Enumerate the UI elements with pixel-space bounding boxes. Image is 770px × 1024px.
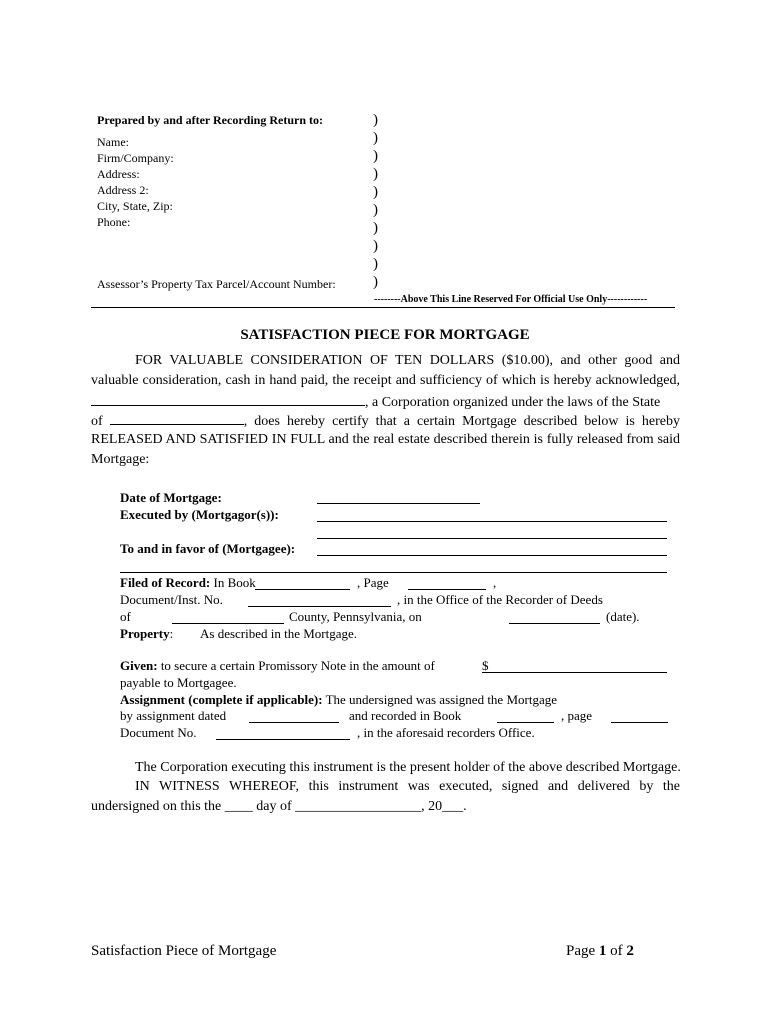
mortgagee-divider bbox=[120, 572, 667, 573]
intro-line-4: of , does hereby certify that a certain Mortgage described below is hereby bbox=[91, 414, 680, 429]
bracket-paren: ) bbox=[373, 238, 378, 254]
bracket-paren: ) bbox=[373, 112, 378, 128]
assignment-page-label: , page bbox=[561, 708, 593, 723]
intro-line-3: , a Corporation organized under the laws of the State bbox=[91, 393, 660, 411]
note-amount-field[interactable] bbox=[482, 672, 667, 673]
mortgagor-field[interactable] bbox=[317, 521, 667, 522]
state-blank[interactable] bbox=[110, 412, 244, 425]
mortgagee-label: To and in favor of (Mortgagee): bbox=[120, 541, 296, 556]
book-field[interactable] bbox=[255, 589, 350, 590]
assignment-page-field[interactable] bbox=[611, 722, 668, 723]
document-title: SATISFACTION PIECE FOR MORTGAGE bbox=[240, 327, 530, 343]
bracket-paren: ) bbox=[373, 256, 378, 272]
recorder-text: , in the Office of the Recorder of Deeds bbox=[397, 592, 603, 607]
dollar-sign: $ bbox=[482, 658, 489, 673]
county-text: County, Pennsylvania, on bbox=[289, 609, 422, 624]
county-field[interactable] bbox=[172, 623, 284, 624]
footer-page-number: Page 1 of 2 bbox=[566, 943, 634, 959]
assignment-row: Assignment (complete if applicable): The undersigned was assigned the Mortgage bbox=[120, 692, 557, 707]
return-to-field-label: Address: bbox=[97, 167, 140, 181]
return-to-field-label: City, State, Zip: bbox=[97, 199, 173, 213]
property-row: Property: bbox=[120, 626, 174, 641]
return-to-field-label: Firm/Company: bbox=[97, 151, 174, 165]
assignment-dated-label: by assignment dated bbox=[120, 708, 227, 723]
assignment-doc-field[interactable] bbox=[216, 739, 350, 740]
page-comma: , bbox=[493, 575, 497, 590]
mortgagor-label: Executed by (Mortgagor(s)): bbox=[120, 507, 279, 522]
document-inst-field[interactable] bbox=[248, 606, 391, 607]
intro-line-1: FOR VALUABLE CONSIDERATION OF TEN DOLLARS ($10.00), and other good and bbox=[135, 353, 680, 368]
corporation-name-blank[interactable] bbox=[91, 393, 365, 406]
assignment-office-text: , in the aforesaid recorders Office. bbox=[357, 725, 535, 740]
assignment-book-label: and recorded in Book bbox=[349, 708, 462, 723]
bracket-paren: ) bbox=[373, 148, 378, 164]
official-use-line: --------Above This Line Reserved For Official Use Only------------ bbox=[374, 294, 648, 305]
intro-line-6: Mortgage: bbox=[91, 452, 150, 467]
assignment-doc-label: Document No. bbox=[120, 725, 197, 740]
page-label: , Page bbox=[357, 575, 389, 590]
filed-of-record-row: Filed of Record: In Book bbox=[120, 575, 256, 590]
intro-line-2: valuable consideration, cash in hand paid, the receipt and sufficiency of which is hereby acknowledged, bbox=[91, 373, 680, 388]
document-inst-label: Document/Inst. No. bbox=[120, 592, 223, 607]
bracket-paren: ) bbox=[373, 202, 378, 218]
signed-date-line: undersigned on this the ____ day of __________________, 20___. bbox=[91, 799, 467, 814]
given-row: Given: to secure a certain Promissory Note in the amount of bbox=[120, 658, 435, 673]
return-to-field-label: Address 2: bbox=[97, 183, 149, 197]
bracket-paren: ) bbox=[373, 166, 378, 182]
payable-text: payable to Mortgagee. bbox=[120, 675, 237, 690]
mortgagee-field[interactable] bbox=[317, 555, 667, 556]
assignment-date-field[interactable] bbox=[249, 722, 339, 723]
return-to-field-label: Phone: bbox=[97, 215, 131, 229]
header-divider bbox=[91, 307, 675, 308]
bracket-paren: ) bbox=[373, 130, 378, 146]
bracket-paren: ) bbox=[373, 274, 378, 290]
assignment-book-field[interactable] bbox=[497, 722, 554, 723]
footer-document-name: Satisfaction Piece of Mortgage bbox=[91, 943, 277, 959]
parcel-number-label: Assessor’s Property Tax Parcel/Account Number: bbox=[97, 277, 336, 291]
holder-statement: The Corporation executing this instrument is the present holder of the above described Mortgage. bbox=[135, 760, 681, 775]
property-text: As described in the Mortgage. bbox=[200, 626, 358, 641]
date-suffix: (date). bbox=[606, 609, 640, 624]
recording-date-field[interactable] bbox=[509, 623, 600, 624]
county-of-label: of bbox=[120, 609, 131, 624]
date-of-mortgage-label: Date of Mortgage: bbox=[120, 490, 222, 505]
return-to-field-label: Name: bbox=[97, 135, 129, 149]
page-field[interactable] bbox=[408, 589, 486, 590]
date-of-mortgage-field[interactable] bbox=[317, 503, 480, 504]
bracket-paren: ) bbox=[373, 184, 378, 200]
intro-line-5: RELEASED AND SATISFIED IN FULL and the real estate described therein is fully released from said bbox=[91, 432, 680, 447]
mortgagor-field-2[interactable] bbox=[317, 538, 667, 539]
bracket-paren: ) bbox=[373, 220, 378, 236]
prepared-by-label: Prepared by and after Recording Return to: bbox=[97, 113, 323, 127]
witness-statement: IN WITNESS WHEREOF, this instrument was executed, signed and delivered by the bbox=[135, 779, 680, 794]
